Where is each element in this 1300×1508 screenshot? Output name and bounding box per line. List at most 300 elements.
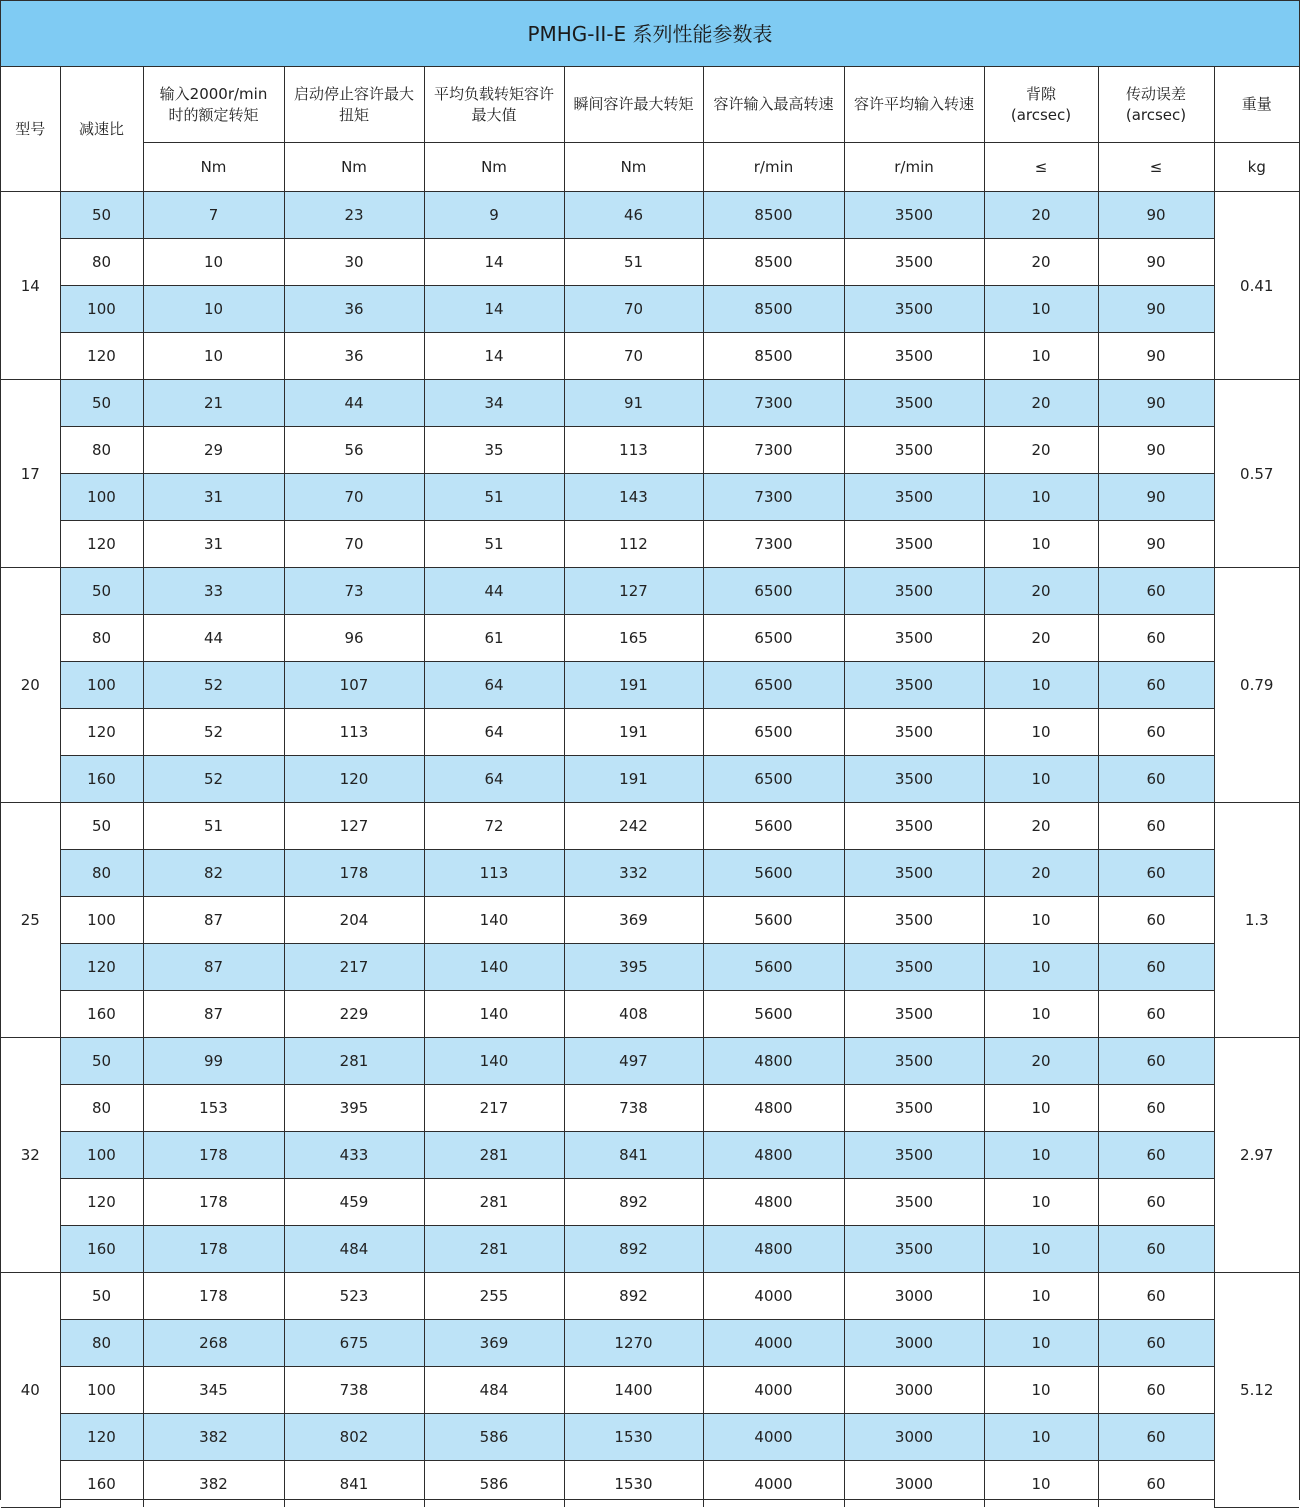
- value-cell: 281: [424, 1179, 564, 1226]
- value-cell: 255: [424, 1273, 564, 1320]
- value-cell: 60: [1098, 615, 1214, 662]
- value-cell: 36: [284, 286, 424, 333]
- table-row: [1, 756, 1299, 803]
- value-cell: 345: [143, 1367, 284, 1414]
- value-cell: 1270: [564, 1320, 703, 1367]
- value-cell: 459: [284, 1179, 424, 1226]
- value-cell: 484: [284, 1226, 424, 1273]
- header-momentary-torque: 瞬间容许最大转矩: [564, 67, 703, 143]
- value-cell: 3500: [844, 850, 984, 897]
- value-cell: 70: [284, 474, 424, 521]
- value-cell: 70: [564, 286, 703, 333]
- value-cell: 30: [284, 239, 424, 286]
- value-cell: 841: [564, 1132, 703, 1179]
- value-cell: 3500: [844, 380, 984, 427]
- value-cell: 60: [1098, 897, 1214, 944]
- value-cell: 34: [424, 380, 564, 427]
- ratio-cell: 120: [60, 521, 143, 568]
- value-cell: 165: [564, 615, 703, 662]
- value-cell: 10: [984, 1132, 1098, 1179]
- table-row: [1, 380, 1299, 427]
- value-cell: 90: [1098, 380, 1214, 427]
- value-cell: 99: [143, 1038, 284, 1085]
- value-cell: 140: [424, 1038, 564, 1085]
- value-cell: 20: [984, 192, 1098, 239]
- value-cell: 1530: [564, 1461, 703, 1508]
- value-cell: 4800: [703, 1132, 844, 1179]
- value-cell: 20: [984, 380, 1098, 427]
- value-cell: 433: [284, 1132, 424, 1179]
- ratio-cell: 120: [60, 1414, 143, 1461]
- table-row: [1, 1226, 1299, 1273]
- ratio-cell: 80: [60, 615, 143, 662]
- table-row: [1, 1273, 1299, 1320]
- unit-cell: Nm: [564, 143, 703, 192]
- value-cell: 8500: [703, 286, 844, 333]
- value-cell: 60: [1098, 1179, 1214, 1226]
- table-row: [1, 803, 1299, 850]
- table-row: [1, 615, 1299, 662]
- value-cell: 73: [284, 568, 424, 615]
- unit-cell: ≤: [984, 143, 1098, 192]
- value-cell: 64: [424, 756, 564, 803]
- table-row: [1, 1461, 1299, 1508]
- value-cell: 60: [1098, 1367, 1214, 1414]
- value-cell: 281: [284, 1038, 424, 1085]
- value-cell: 60: [1098, 850, 1214, 897]
- ratio-cell: 160: [60, 1461, 143, 1508]
- value-cell: 738: [284, 1367, 424, 1414]
- value-cell: 8500: [703, 192, 844, 239]
- value-cell: 802: [284, 1414, 424, 1461]
- value-cell: 523: [284, 1273, 424, 1320]
- value-cell: 5600: [703, 850, 844, 897]
- value-cell: 14: [424, 239, 564, 286]
- value-cell: 107: [284, 662, 424, 709]
- value-cell: 204: [284, 897, 424, 944]
- value-cell: 3000: [844, 1367, 984, 1414]
- value-cell: 60: [1098, 1226, 1214, 1273]
- unit-cell: Nm: [143, 143, 284, 192]
- weight-cell: 1.3: [1214, 803, 1299, 1038]
- ratio-cell: 50: [60, 1273, 143, 1320]
- table-row: [1, 1179, 1299, 1226]
- value-cell: 5600: [703, 803, 844, 850]
- value-cell: 242: [564, 803, 703, 850]
- value-cell: 60: [1098, 756, 1214, 803]
- value-cell: 10: [984, 1320, 1098, 1367]
- weight-cell: 0.79: [1214, 568, 1299, 803]
- value-cell: 10: [984, 1226, 1098, 1273]
- value-cell: 5600: [703, 944, 844, 991]
- header-average-load-torque: 平均负载转矩容许 最大值: [424, 67, 564, 143]
- table-row: [1, 1132, 1299, 1179]
- header-weight: 重量: [1214, 67, 1299, 143]
- value-cell: 586: [424, 1461, 564, 1508]
- value-cell: 3500: [844, 474, 984, 521]
- performance-table: [1, 67, 1299, 1508]
- value-cell: 60: [1098, 568, 1214, 615]
- value-cell: 6500: [703, 568, 844, 615]
- header-start-stop-torque: 启动停止容许最大 扭矩: [284, 67, 424, 143]
- value-cell: 127: [284, 803, 424, 850]
- ratio-cell: 100: [60, 1132, 143, 1179]
- value-cell: 33: [143, 568, 284, 615]
- ratio-cell: 50: [60, 380, 143, 427]
- value-cell: 382: [143, 1461, 284, 1508]
- value-cell: 10: [984, 333, 1098, 380]
- value-cell: 60: [1098, 1414, 1214, 1461]
- unit-cell: Nm: [424, 143, 564, 192]
- table-row: [1, 991, 1299, 1038]
- unit-cell: ≤: [1098, 143, 1214, 192]
- ratio-cell: 80: [60, 427, 143, 474]
- value-cell: 3500: [844, 803, 984, 850]
- ratio-cell: 120: [60, 333, 143, 380]
- value-cell: 4000: [703, 1273, 844, 1320]
- table-row: [1, 286, 1299, 333]
- value-cell: 408: [564, 991, 703, 1038]
- value-cell: 4800: [703, 1038, 844, 1085]
- weight-cell: 5.12: [1214, 1273, 1299, 1508]
- ratio-cell: 100: [60, 1367, 143, 1414]
- value-cell: 369: [424, 1320, 564, 1367]
- unit-cell: Nm: [284, 143, 424, 192]
- ratio-cell: 160: [60, 756, 143, 803]
- model-cell: 25: [1, 803, 60, 1038]
- value-cell: 3500: [844, 568, 984, 615]
- value-cell: 82: [143, 850, 284, 897]
- header-row: [1, 67, 1299, 143]
- model-cell: 32: [1, 1038, 60, 1273]
- value-cell: 217: [284, 944, 424, 991]
- value-cell: 60: [1098, 709, 1214, 756]
- value-cell: 178: [143, 1273, 284, 1320]
- value-cell: 20: [984, 568, 1098, 615]
- model-cell: 20: [1, 568, 60, 803]
- value-cell: 6500: [703, 662, 844, 709]
- header-ratio: 减速比: [60, 67, 143, 192]
- value-cell: 3500: [844, 192, 984, 239]
- value-cell: 1400: [564, 1367, 703, 1414]
- value-cell: 52: [143, 662, 284, 709]
- value-cell: 3500: [844, 427, 984, 474]
- value-cell: 3500: [844, 1038, 984, 1085]
- value-cell: 60: [1098, 1273, 1214, 1320]
- ratio-cell: 160: [60, 991, 143, 1038]
- ratio-cell: 50: [60, 1038, 143, 1085]
- value-cell: 10: [984, 944, 1098, 991]
- value-cell: 3500: [844, 615, 984, 662]
- ratio-cell: 160: [60, 1226, 143, 1273]
- value-cell: 60: [1098, 662, 1214, 709]
- value-cell: 497: [564, 1038, 703, 1085]
- ratio-cell: 100: [60, 897, 143, 944]
- value-cell: 153: [143, 1085, 284, 1132]
- ratio-cell: 80: [60, 850, 143, 897]
- value-cell: 90: [1098, 286, 1214, 333]
- unit-row: [1, 143, 1299, 192]
- value-cell: 892: [564, 1179, 703, 1226]
- ratio-cell: 120: [60, 709, 143, 756]
- value-cell: 10: [984, 474, 1098, 521]
- value-cell: 60: [1098, 1320, 1214, 1367]
- value-cell: 87: [143, 897, 284, 944]
- value-cell: 36: [284, 333, 424, 380]
- table-row: [1, 1367, 1299, 1414]
- value-cell: 3000: [844, 1320, 984, 1367]
- value-cell: 675: [284, 1320, 424, 1367]
- value-cell: 23: [284, 192, 424, 239]
- value-cell: 3500: [844, 897, 984, 944]
- value-cell: 586: [424, 1414, 564, 1461]
- value-cell: 35: [424, 427, 564, 474]
- value-cell: 127: [564, 568, 703, 615]
- table-row: [1, 944, 1299, 991]
- value-cell: 738: [564, 1085, 703, 1132]
- header-max-input-speed: 容许输入最高转速: [703, 67, 844, 143]
- value-cell: 60: [1098, 1461, 1214, 1508]
- value-cell: 20: [984, 427, 1098, 474]
- value-cell: 3500: [844, 1226, 984, 1273]
- header-model: 型号: [1, 67, 60, 192]
- value-cell: 10: [984, 1461, 1098, 1508]
- value-cell: 44: [143, 615, 284, 662]
- value-cell: 395: [564, 944, 703, 991]
- value-cell: 4000: [703, 1414, 844, 1461]
- value-cell: 4800: [703, 1085, 844, 1132]
- value-cell: 7300: [703, 474, 844, 521]
- table-row: [1, 474, 1299, 521]
- value-cell: 61: [424, 615, 564, 662]
- value-cell: 6500: [703, 709, 844, 756]
- value-cell: 3000: [844, 1461, 984, 1508]
- table-row: [1, 333, 1299, 380]
- value-cell: 3500: [844, 239, 984, 286]
- value-cell: 3500: [844, 521, 984, 568]
- value-cell: 87: [143, 944, 284, 991]
- value-cell: 3500: [844, 1179, 984, 1226]
- ratio-cell: 100: [60, 474, 143, 521]
- ratio-cell: 80: [60, 1085, 143, 1132]
- value-cell: 31: [143, 474, 284, 521]
- value-cell: 29: [143, 427, 284, 474]
- value-cell: 3500: [844, 286, 984, 333]
- value-cell: 60: [1098, 1132, 1214, 1179]
- value-cell: 191: [564, 709, 703, 756]
- value-cell: 3500: [844, 709, 984, 756]
- ratio-cell: 120: [60, 1179, 143, 1226]
- ratio-cell: 50: [60, 803, 143, 850]
- value-cell: 8500: [703, 333, 844, 380]
- value-cell: 51: [143, 803, 284, 850]
- ratio-cell: 120: [60, 944, 143, 991]
- value-cell: 90: [1098, 239, 1214, 286]
- value-cell: 90: [1098, 192, 1214, 239]
- value-cell: 60: [1098, 1038, 1214, 1085]
- value-cell: 3500: [844, 1085, 984, 1132]
- value-cell: 3500: [844, 944, 984, 991]
- value-cell: 229: [284, 991, 424, 1038]
- value-cell: 140: [424, 991, 564, 1038]
- unit-cell: r/min: [844, 143, 984, 192]
- value-cell: 3500: [844, 991, 984, 1038]
- model-cell: 17: [1, 380, 60, 568]
- table-row: [1, 662, 1299, 709]
- value-cell: 3000: [844, 1414, 984, 1461]
- value-cell: 7: [143, 192, 284, 239]
- value-cell: 14: [424, 333, 564, 380]
- model-cell: 14: [1, 192, 60, 380]
- value-cell: 113: [424, 850, 564, 897]
- table-row: [1, 850, 1299, 897]
- unit-cell: kg: [1214, 143, 1299, 192]
- value-cell: 20: [984, 615, 1098, 662]
- weight-cell: 2.97: [1214, 1038, 1299, 1273]
- value-cell: 191: [564, 756, 703, 803]
- value-cell: 31: [143, 521, 284, 568]
- table-row: [1, 568, 1299, 615]
- weight-cell: 0.57: [1214, 380, 1299, 568]
- value-cell: 369: [564, 897, 703, 944]
- value-cell: 10: [984, 897, 1098, 944]
- value-cell: 52: [143, 709, 284, 756]
- value-cell: 178: [143, 1179, 284, 1226]
- value-cell: 70: [564, 333, 703, 380]
- table-body: [1, 192, 1299, 1508]
- value-cell: 10: [984, 1179, 1098, 1226]
- value-cell: 6500: [703, 756, 844, 803]
- model-cell: 40: [1, 1273, 60, 1508]
- value-cell: 7300: [703, 380, 844, 427]
- value-cell: 56: [284, 427, 424, 474]
- value-cell: 10: [984, 1367, 1098, 1414]
- value-cell: 3000: [844, 1273, 984, 1320]
- value-cell: 51: [564, 239, 703, 286]
- value-cell: 281: [424, 1226, 564, 1273]
- table-row: [1, 897, 1299, 944]
- value-cell: 7300: [703, 427, 844, 474]
- value-cell: 113: [284, 709, 424, 756]
- value-cell: 10: [143, 239, 284, 286]
- value-cell: 112: [564, 521, 703, 568]
- value-cell: 268: [143, 1320, 284, 1367]
- table-row: [1, 709, 1299, 756]
- value-cell: 91: [564, 380, 703, 427]
- value-cell: 64: [424, 709, 564, 756]
- value-cell: 178: [143, 1132, 284, 1179]
- table-row: [1, 1320, 1299, 1367]
- value-cell: 4800: [703, 1179, 844, 1226]
- value-cell: 4000: [703, 1367, 844, 1414]
- value-cell: 10: [984, 662, 1098, 709]
- value-cell: 90: [1098, 333, 1214, 380]
- value-cell: 6500: [703, 615, 844, 662]
- value-cell: 20: [984, 1038, 1098, 1085]
- header-rated-torque: 输入2000r/min 时的额定转矩: [143, 67, 284, 143]
- value-cell: 46: [564, 192, 703, 239]
- header-transmission-error: 传动误差 (arcsec): [1098, 67, 1214, 143]
- value-cell: 4000: [703, 1461, 844, 1508]
- value-cell: 90: [1098, 427, 1214, 474]
- value-cell: 841: [284, 1461, 424, 1508]
- weight-cell: 0.41: [1214, 192, 1299, 380]
- value-cell: 10: [984, 521, 1098, 568]
- value-cell: 60: [1098, 991, 1214, 1038]
- value-cell: 20: [984, 803, 1098, 850]
- value-cell: 191: [564, 662, 703, 709]
- unit-cell: r/min: [703, 143, 844, 192]
- value-cell: 20: [984, 850, 1098, 897]
- value-cell: 4800: [703, 1226, 844, 1273]
- value-cell: 9: [424, 192, 564, 239]
- ratio-cell: 80: [60, 1320, 143, 1367]
- value-cell: 10: [984, 991, 1098, 1038]
- value-cell: 70: [284, 521, 424, 568]
- value-cell: 332: [564, 850, 703, 897]
- value-cell: 10: [143, 286, 284, 333]
- value-cell: 7300: [703, 521, 844, 568]
- value-cell: 113: [564, 427, 703, 474]
- value-cell: 44: [424, 568, 564, 615]
- value-cell: 140: [424, 944, 564, 991]
- value-cell: 8500: [703, 239, 844, 286]
- table-row: [1, 239, 1299, 286]
- value-cell: 44: [284, 380, 424, 427]
- value-cell: 10: [984, 709, 1098, 756]
- value-cell: 484: [424, 1367, 564, 1414]
- value-cell: 281: [424, 1132, 564, 1179]
- value-cell: 60: [1098, 944, 1214, 991]
- value-cell: 10: [984, 1085, 1098, 1132]
- value-cell: 3500: [844, 756, 984, 803]
- value-cell: 3500: [844, 1132, 984, 1179]
- value-cell: 3500: [844, 333, 984, 380]
- ratio-cell: 100: [60, 662, 143, 709]
- value-cell: 87: [143, 991, 284, 1038]
- value-cell: 60: [1098, 803, 1214, 850]
- table-row: [1, 1038, 1299, 1085]
- value-cell: 892: [564, 1226, 703, 1273]
- value-cell: 72: [424, 803, 564, 850]
- value-cell: 90: [1098, 521, 1214, 568]
- value-cell: 21: [143, 380, 284, 427]
- header-backlash: 背隙 (arcsec): [984, 67, 1098, 143]
- value-cell: 10: [984, 1273, 1098, 1320]
- value-cell: 178: [143, 1226, 284, 1273]
- table-row: [1, 1085, 1299, 1132]
- value-cell: 52: [143, 756, 284, 803]
- value-cell: 217: [424, 1085, 564, 1132]
- value-cell: 20: [984, 239, 1098, 286]
- value-cell: 1530: [564, 1414, 703, 1461]
- value-cell: 395: [284, 1085, 424, 1132]
- value-cell: 14: [424, 286, 564, 333]
- value-cell: 5600: [703, 897, 844, 944]
- value-cell: 10: [984, 756, 1098, 803]
- value-cell: 143: [564, 474, 703, 521]
- table-row: [1, 427, 1299, 474]
- ratio-cell: 100: [60, 286, 143, 333]
- value-cell: 140: [424, 897, 564, 944]
- ratio-cell: 50: [60, 192, 143, 239]
- value-cell: 3500: [844, 662, 984, 709]
- table-row: [1, 192, 1299, 239]
- value-cell: 892: [564, 1273, 703, 1320]
- table-row: [1, 521, 1299, 568]
- value-cell: 4000: [703, 1320, 844, 1367]
- value-cell: 96: [284, 615, 424, 662]
